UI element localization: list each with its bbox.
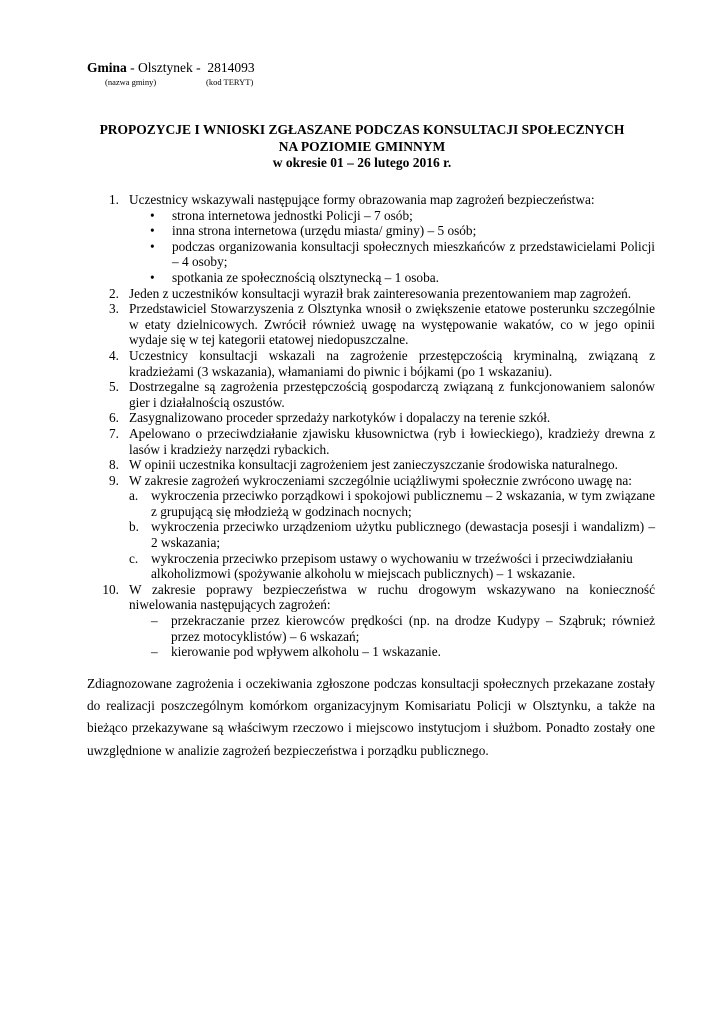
closing-paragraph: Zdiagnozowane zagrożenia i oczekiwania zgłoszone podczas konsultacji społecznych przekazane zostały do realizacji poszczególnym komórkom organizacyjnym Komisariatu Policji w Olsztynku, a także na bieżąco przekazywane są właściwym rzeczowo i miejscowo instytucjom i służbom. Ponadto zostały one uwzględnione w analizie zagrożeń bezpieczeństwa i porządku publicznego. bbox=[87, 676, 655, 758]
lettered-text: wykroczenia przeciwko urządzeniom użytku publicznego (dewastacja posesji i wandalizm) – 2 wskazania; bbox=[151, 519, 655, 551]
bullet-icon: • bbox=[150, 223, 155, 239]
item-letter: c. bbox=[129, 550, 139, 566]
document-title bbox=[0, 122, 724, 172]
document-header bbox=[87, 60, 255, 87]
bullet-text: podczas organizowania konsultacji społecznych mieszkańców z przedstawicielami Policji – 4 osoby; bbox=[172, 238, 655, 270]
list-item bbox=[87, 426, 655, 457]
teryt-caption: (kod TERYT) bbox=[206, 76, 254, 87]
bullet-item bbox=[87, 223, 655, 239]
bullet-item bbox=[87, 270, 655, 286]
title-line-1: PROPOZYCJE I WNIOSKI ZGŁASZANE PODCZAS KONSULTACJI SPOŁECZNYCH bbox=[99, 122, 625, 137]
item-text: Uczestnicy wskazywali następujące formy obrazowania map zagrożeń bezpieczeństwa: bbox=[129, 192, 595, 207]
list-item bbox=[87, 286, 655, 302]
item-text: Uczestnicy konsultacji wskazali na zagrożenie przestępczością kryminalną, związaną z kradzieżami (3 wskazania), włamaniami do piwnic i bójkami (po 1 wskazaniu). bbox=[129, 347, 655, 379]
bullet-text: strona internetowa jednostki Policji – 7 osób; bbox=[172, 207, 413, 223]
bullet-item bbox=[87, 239, 655, 270]
list-item bbox=[87, 379, 655, 410]
bullet-icon: • bbox=[150, 269, 155, 285]
item-text: W zakresie zagrożeń wykroczeniami szczególnie uciążliwymi społecznie zwrócono uwagę na: bbox=[129, 472, 632, 488]
lettered-item bbox=[129, 519, 655, 550]
list-item bbox=[87, 348, 655, 379]
teryt-code: 2814093 bbox=[207, 60, 255, 75]
list-item bbox=[87, 192, 655, 286]
dash-text: kierowanie pod wpływem alkoholu – 1 wskazanie. bbox=[171, 644, 441, 660]
title-line-2: NA POZIOMIE GMINNYM bbox=[278, 138, 446, 154]
item-text: Dostrzegalne są zagrożenia przestępczością gospodarczą związaną z funkcjonowaniem salonów gier i działalnością oszustów. bbox=[129, 379, 655, 410]
list-item bbox=[87, 457, 655, 473]
item-letter: b. bbox=[129, 519, 139, 535]
gmina-name-caption: (nazwa gminy) bbox=[105, 76, 157, 87]
item-number: 6. bbox=[109, 410, 119, 426]
list-item bbox=[87, 410, 655, 426]
item-text: Jeden z uczestników konsultacji wyraził brak zainteresowania prezentowaniem map zagrożeń. bbox=[129, 285, 632, 301]
item-number: 9. bbox=[109, 472, 119, 488]
gmina-label: Gmina bbox=[87, 60, 127, 75]
gmina-name: - Olsztynek - bbox=[126, 60, 204, 75]
dash-icon: – bbox=[151, 644, 158, 660]
dash-icon: – bbox=[151, 613, 158, 629]
proposals-list bbox=[87, 192, 655, 660]
item-text: Przedstawiciel Stowarzyszenia z Olsztynka wnosił o zwiększenie etatowe posterunku szczególnie w etaty dzielnicowych. Zwrócił również uwagę na występowanie wakatów, co w jego opinii wydaje się w tej kategorii etatowej niedopuszczalne. bbox=[129, 301, 655, 348]
title-line-3: w okresie 01 – 26 lutego 2016 r. bbox=[272, 155, 452, 170]
item-letter: a. bbox=[129, 488, 139, 504]
bullet-item bbox=[87, 208, 655, 224]
dash-item bbox=[129, 644, 655, 660]
item-number: 8. bbox=[109, 457, 119, 473]
bullet-text: inna strona internetowa (urzędu miasta/ gminy) – 5 osób; bbox=[172, 223, 477, 239]
item-text: W zakresie poprawy bezpieczeństwa w ruchu drogowym wskazywano na konieczność niwelowania następujących zagrożeń: bbox=[129, 581, 655, 613]
dash-text: przekraczanie przez kierowców prędkości (np. na drodze Kudypy – Sząbruk; również przez motocyklistów) – 6 wskazań; bbox=[171, 613, 655, 644]
lettered-text: wykroczenia przeciwko porządkowi i spokojowi publicznemu – 2 wskazania, w tym związane z grupującą się młodzieżą w godzinach nocnych; bbox=[151, 488, 655, 519]
item-number: 5. bbox=[109, 379, 119, 395]
list-item bbox=[87, 473, 655, 582]
item-number: 1. bbox=[109, 192, 119, 207]
lettered-text: wykroczenia przeciwko przepisom ustawy o wychowaniu w trzeźwości i przeciwdziałaniu alkoholizmowi (spożywanie alkoholu w miejscach publicznych) – 1 wskazanie. bbox=[151, 550, 633, 582]
item-number: 7. bbox=[109, 425, 119, 441]
item-text: W opinii uczestnika konsultacji zagrożeniem jest zanieczyszczanie środowiska naturalnego. bbox=[129, 457, 618, 473]
list-item bbox=[87, 301, 655, 348]
item-number: 3. bbox=[109, 301, 119, 317]
dash-item bbox=[129, 613, 655, 644]
lettered-item bbox=[129, 551, 655, 582]
list-item bbox=[87, 582, 655, 660]
header-captions bbox=[87, 77, 255, 87]
item-number: 10. bbox=[102, 581, 119, 597]
item-number: 2. bbox=[109, 285, 119, 301]
bullet-text: spotkania ze społecznością olsztynecką – 1 osoba. bbox=[172, 269, 439, 285]
lettered-item bbox=[129, 488, 655, 519]
item-text: Apelowano o przeciwdziałanie zjawisku kłusownictwa (ryb i łowieckiego), kradzieży drewna z lasów i kradzieży narzędzi rybackich. bbox=[129, 425, 655, 457]
item-number: 4. bbox=[109, 347, 119, 363]
gmina-line bbox=[87, 60, 255, 76]
bullet-icon: • bbox=[150, 207, 155, 223]
item-text: Zasygnalizowano proceder sprzedaży narkotyków i dopalaczy na terenie szkół. bbox=[129, 410, 551, 426]
bullet-icon: • bbox=[150, 238, 155, 254]
